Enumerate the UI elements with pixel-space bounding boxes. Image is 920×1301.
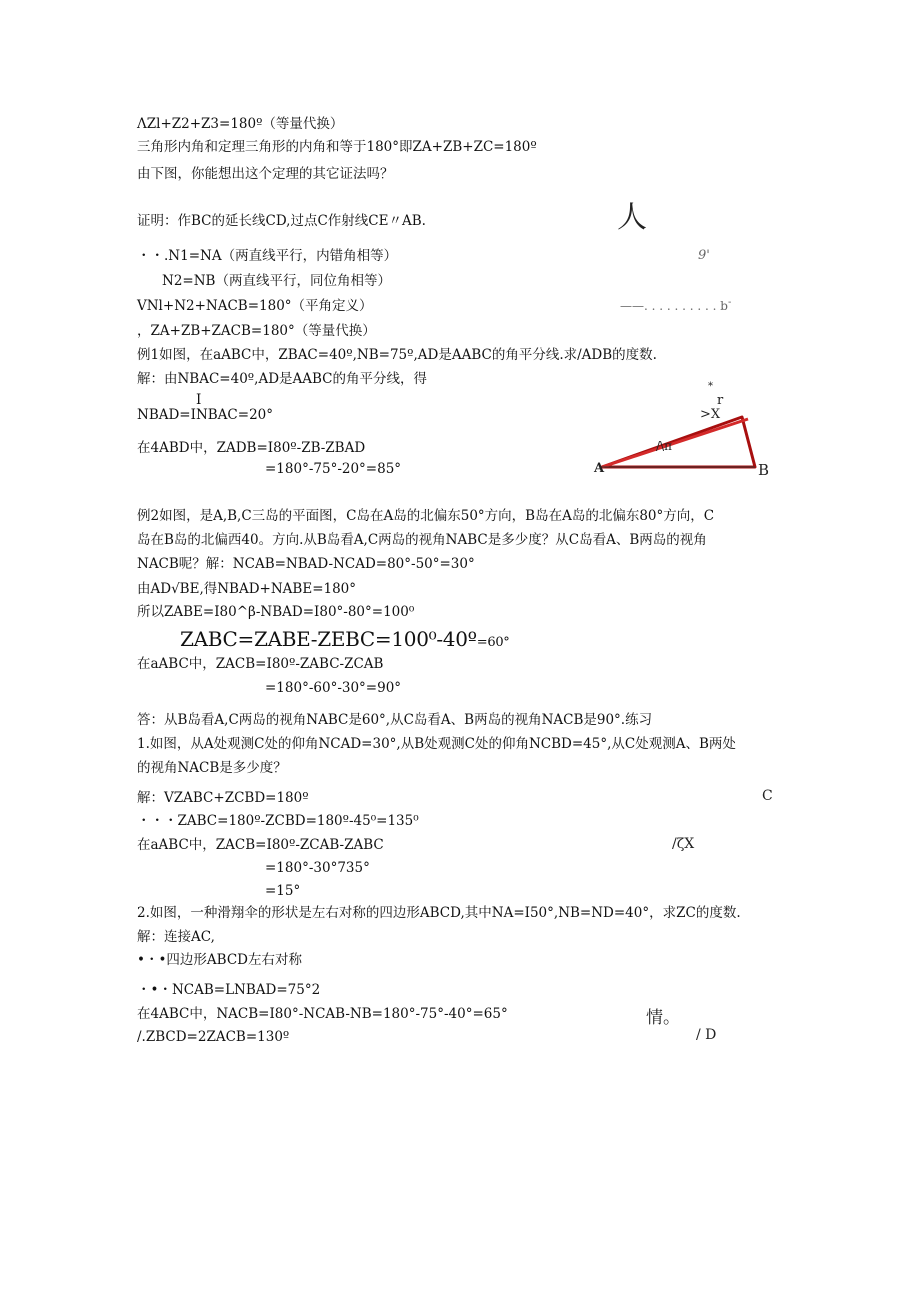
text-line: 的视角NACB是多少度？ [137, 760, 287, 776]
text-line: 岛在B岛的北偏西40。方向.从B岛看A,C两岛的视角NABC是多少度？从C岛看A、B两岛的视角 [137, 532, 707, 548]
text-line: /.ZBCD=2ZACB=130º [137, 1029, 290, 1045]
angle-bisector [602, 419, 748, 467]
text-line: =15° [265, 883, 301, 899]
figure-glyph: 人 [617, 200, 647, 235]
text-line: ，ZA+ZB+ZACB=180°（等量代换） [137, 323, 376, 339]
text-line: ・•・NCAB=LNBAD=75°2 [137, 982, 321, 998]
text-line: N2=NB（两直线平行，同位角相等） [162, 273, 391, 289]
figure-d: / D [696, 1027, 717, 1043]
figure-r: r [717, 393, 724, 408]
triangle-figure [590, 375, 790, 485]
text-line: 由下图，你能想出这个定理的其它证法吗？ [137, 166, 394, 182]
text-line: 证明：作BC的延长线CD,过点C作射线CE〃AB. [137, 213, 426, 229]
text-line: 解：由NBAC=40º,AD是AABC的角平分线，得 [137, 371, 428, 387]
text-line: 解：连接AC, [137, 929, 215, 945]
text-line: 答：从B岛看A,C两岛的视角NABC是60°,从C岛看A、B两岛的视角NACB是90°.练习 [137, 712, 653, 728]
baseline-tick: - [727, 297, 732, 308]
baseline-dashes: ——. . . . . . . . . . b [620, 299, 728, 313]
text-line: NACB呢？解：NCAB=NBAD-NCAD=80°-50°=30° [137, 556, 475, 572]
text-line: 在aABC中，ZACB=I80º-ZCAB-ZABC [137, 837, 384, 853]
vertex-a: A [594, 461, 605, 476]
text-line: =180°-60°-30°=90° [265, 680, 402, 696]
text-line: 例2如图，是A,B,C三岛的平面图，C岛在A岛的北偏东50°方向，B岛在A岛的北偏东80°方向，C [137, 508, 715, 524]
figure-glyph-4: 情。 [646, 1008, 680, 1028]
text-line: 由AD√BE,得NBAD+NABE=180° [137, 581, 357, 597]
text-line: I [196, 392, 202, 408]
text-line: ・・.N1=NA（两直线平行，内错角相等） [137, 248, 398, 264]
text-line: 例1如图，在aABC中，ZBAC=40º,NB=75º,AD是AABC的角平分线.求/ADB的度数. [137, 347, 657, 363]
text-line: VNl+N2+NACB=180°（平角定义） [137, 298, 373, 314]
equation-tail: =60° [476, 635, 510, 650]
text-line: NBAD=INBAC=20° [137, 407, 274, 423]
figure-baseline [620, 297, 731, 313]
text-line: 1.如图，从A处观测C处的仰角NCAD=30°,从B处观测C处的仰角NCBD=45°,从C处观测A、B两处 [137, 736, 736, 752]
text-line: •・•四边形ABCD左右对称 [137, 952, 302, 968]
figure-star: * [708, 381, 713, 392]
text-line: =180°-30°735° [265, 860, 370, 876]
figure-x-3: /ζX [672, 836, 695, 852]
text-line: 解：VZABC+ZCBD=180º [137, 790, 309, 806]
figure-c: C [762, 788, 773, 804]
figure-lambda: /\π [656, 439, 672, 453]
text-line-large [180, 627, 510, 655]
text-line: 2.如图，一种滑翔伞的形状是左右对称的四边形ABCD,其中NA=I50°,NB=ND=40°，求ZC的度数. [137, 905, 741, 921]
text-line: 在4ABD中，ZADB=I80º-ZB-ZBAD [137, 440, 366, 456]
text-line: 三角形内角和定理三角形的内角和等于180°即ZA+ZB+ZC=180º [137, 139, 537, 155]
text-line: 所以ZABE=I80^β-NBAD=I80°-80°=100⁰ [137, 604, 415, 620]
text-line: =180°-75°-20°=85° [265, 461, 402, 477]
figure-x: >X [700, 407, 721, 422]
equation-main: ZABC=ZABE-ZEBC=100⁰-40º [180, 627, 477, 651]
figure-label: 9' [698, 248, 710, 263]
text-line: 在aABC中，ZACB=I80º-ZABC-ZCAB [137, 656, 384, 672]
text-line: ・・・ZABC=180º-ZCBD=180º-45⁰=135⁰ [137, 813, 419, 829]
vertex-b: B [758, 461, 770, 479]
text-line: 在4ABC中，NACB=I80°-NCAB-NB=180°-75°-40°=65° [137, 1006, 508, 1022]
text-line: ΛZl+Z2+Z3=180º（等量代换） [137, 116, 344, 132]
